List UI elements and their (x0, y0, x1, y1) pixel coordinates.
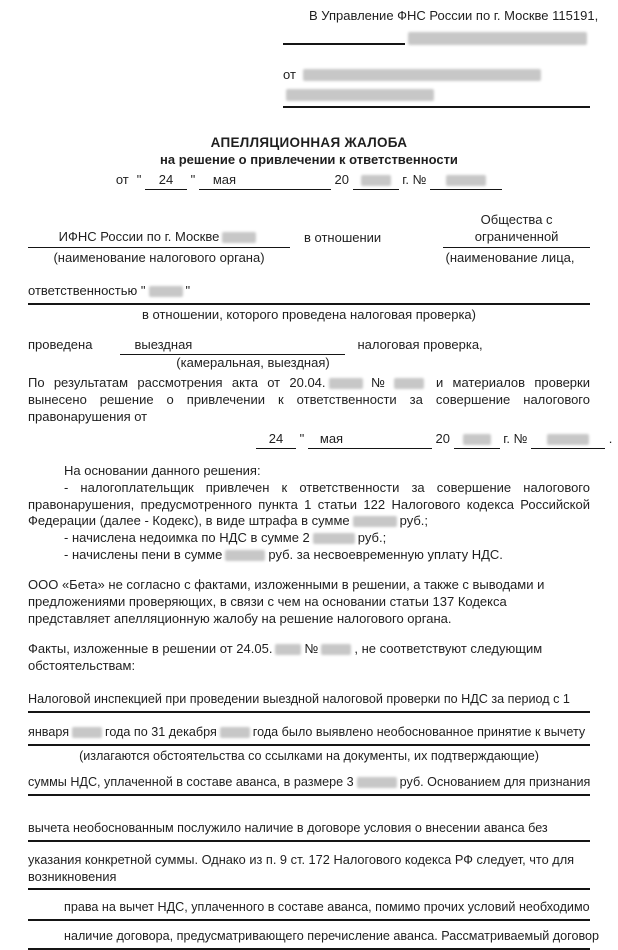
number-field (531, 431, 605, 449)
date-from-label: от (115, 172, 129, 188)
redacted-text (149, 286, 183, 297)
redacted-text (321, 644, 351, 655)
act-paragraph (28, 375, 590, 426)
redacted-text (313, 533, 355, 544)
day-field: 24 (256, 431, 296, 449)
redacted-text (286, 89, 434, 101)
check-row (28, 337, 590, 355)
basis-item1-seg2: руб.; (399, 513, 429, 529)
year-prefix: 20 (334, 172, 349, 188)
redacted-text (275, 644, 301, 655)
facts-seg1: Факты, изложенные в решении от 24.05. (28, 640, 273, 656)
redacted-text (361, 175, 391, 186)
circumstance-line-5: указания конкретной суммы. Однако из п. 9 ст. 172 Налогового кодекса РФ следует, что для возникновения (28, 852, 590, 889)
number-prefix: г. № (503, 430, 528, 446)
complaint-date-line (28, 172, 590, 190)
circumstance-line-4: вычета необоснованным послужило наличие в договоре условия о внесении аванса без (28, 820, 590, 842)
check-type-field: выездная (120, 337, 345, 355)
from-label: от (283, 66, 296, 82)
check-type-caption: (камеральная, выездная) (176, 355, 330, 371)
redacted-text (394, 378, 424, 389)
tax-org-field (28, 229, 290, 248)
redacted-text (303, 69, 541, 81)
redacted-text (463, 434, 491, 445)
basis-item-1 (28, 480, 590, 531)
facts-paragraph (28, 641, 590, 675)
basis-item2-seg2: руб.; (357, 530, 387, 546)
basis-item1-seg1: - налогоплательщик привлечен к ответственности за совершение налогового правонарушения, предусмотренного пункта 1 статьи 122 Налогового кодекса Российской Федерации (далее - Кодекс), в виде штрафа в сумме (28, 479, 590, 529)
liability-field (28, 283, 590, 305)
redacted-text (222, 232, 256, 243)
person-field: Общества с ограниченной (443, 212, 590, 248)
document-title: АПЕЛЛЯЦИОННАЯ ЖАЛОБА (210, 134, 408, 150)
year-prefix: 20 (435, 430, 450, 446)
year-field (454, 431, 500, 449)
redacted-text (225, 550, 265, 561)
basis-item-3 (28, 547, 590, 564)
blank-field (283, 29, 405, 45)
redacted-text (220, 727, 250, 738)
basis-item-2 (28, 530, 590, 547)
line3-seg2: руб. Основанием для признания (399, 774, 591, 789)
decision-date-line (256, 430, 613, 449)
basis-intro: На основании данного решения: (64, 462, 261, 478)
number-field (430, 172, 502, 190)
basis-item3-seg1: - начислены пени в сумме (64, 547, 223, 563)
liability-prefix: ответственностью " (28, 282, 146, 298)
parties-captions (28, 250, 590, 267)
line2-seg3: года было выявлено необоснованное принятие к вычету (252, 724, 586, 739)
facts-seg2: № (304, 640, 319, 656)
close-quote: " (190, 172, 196, 188)
circumstance-line-1: Налоговой инспекцией при проведении выездной налоговой проверки по НДС за период с 1 (28, 691, 590, 713)
person-caption: (наименование лица, (445, 249, 575, 265)
header-block (283, 8, 599, 108)
number-prefix: г. № (402, 172, 427, 188)
redacted-text (353, 516, 397, 527)
parties-row (28, 212, 590, 248)
month-field: мая (199, 172, 331, 190)
redacted-text (329, 378, 363, 389)
day-field: 24 (145, 172, 187, 190)
basis-item3-seg2: руб. за несвоевременную уплату НДС. (268, 547, 503, 563)
year-field (353, 172, 399, 190)
addressee-line: В Управление ФНС России по г. Москве 115191, (309, 8, 599, 23)
redacted-text (446, 175, 486, 186)
redacted-text (357, 777, 397, 788)
person-caption-2: в отношении, которого проведена налоговая проверка) (142, 306, 476, 322)
line2-seg1: января (28, 724, 70, 739)
disagreement-paragraph: ООО «Бета» не согласно с фактами, изложенными в решении, а также с выводами и предложениями проверяющих, в связи с чем на основании статьи 137 Кодекса представляет апелляционную жалобу на решение налогового органа. (28, 577, 545, 626)
circumstance-line-6: права на вычет НДС, уплаченного в составе аванса, помимо прочих условий необходимо (28, 899, 590, 921)
check-tail: налоговая проверка, (357, 337, 483, 353)
line2-seg2: года по 31 декабря (105, 724, 217, 739)
circumstance-line-3 (28, 774, 590, 796)
redacted-text (72, 727, 102, 738)
line3-seg1: суммы НДС, уплаченной в составе аванса, в размере 3 (28, 774, 354, 789)
circumstance-caption: (излагаются обстоятельства со ссылками на документы, их подтверждающие) (79, 749, 539, 764)
open-quote: " (136, 172, 142, 188)
circumstance-line-2 (28, 724, 590, 746)
from-blank-line (283, 87, 590, 108)
document-subtitle: на решение о привлечении к ответственности (160, 152, 458, 168)
conducted-label: проведена (28, 337, 93, 353)
liability-suffix: " (185, 282, 191, 298)
tax-org-value: ИФНС России по г. Москве (58, 228, 220, 244)
circumstance-line-7: наличие договора, предусматривающего перечисление аванса. Рассматриваемый договор (28, 928, 590, 950)
tax-org-caption: (наименование налогового органа) (53, 249, 265, 265)
act-seg3: и материалов проверки вынесено решение о привлечении к ответственности за совершение налогового правонарушения от (28, 375, 590, 425)
month-field: мая (308, 431, 432, 449)
relation-label: в отношении (304, 229, 382, 245)
act-seg2: № (365, 375, 391, 391)
redacted-text (547, 434, 589, 445)
redacted-text (408, 32, 587, 45)
from-line (283, 67, 590, 84)
facts-seg3: , не соответствуют следующим обстоятельствам: (28, 640, 543, 673)
quote: " (299, 430, 305, 446)
period: . (608, 430, 613, 446)
title-block (28, 134, 590, 190)
addressee-blank-line (283, 29, 590, 45)
act-seg1: По результатам рассмотрения акта от 20.04. (28, 375, 326, 391)
basis-item2-seg1: - начислена недоимка по НДС в сумме 2 (64, 530, 310, 546)
